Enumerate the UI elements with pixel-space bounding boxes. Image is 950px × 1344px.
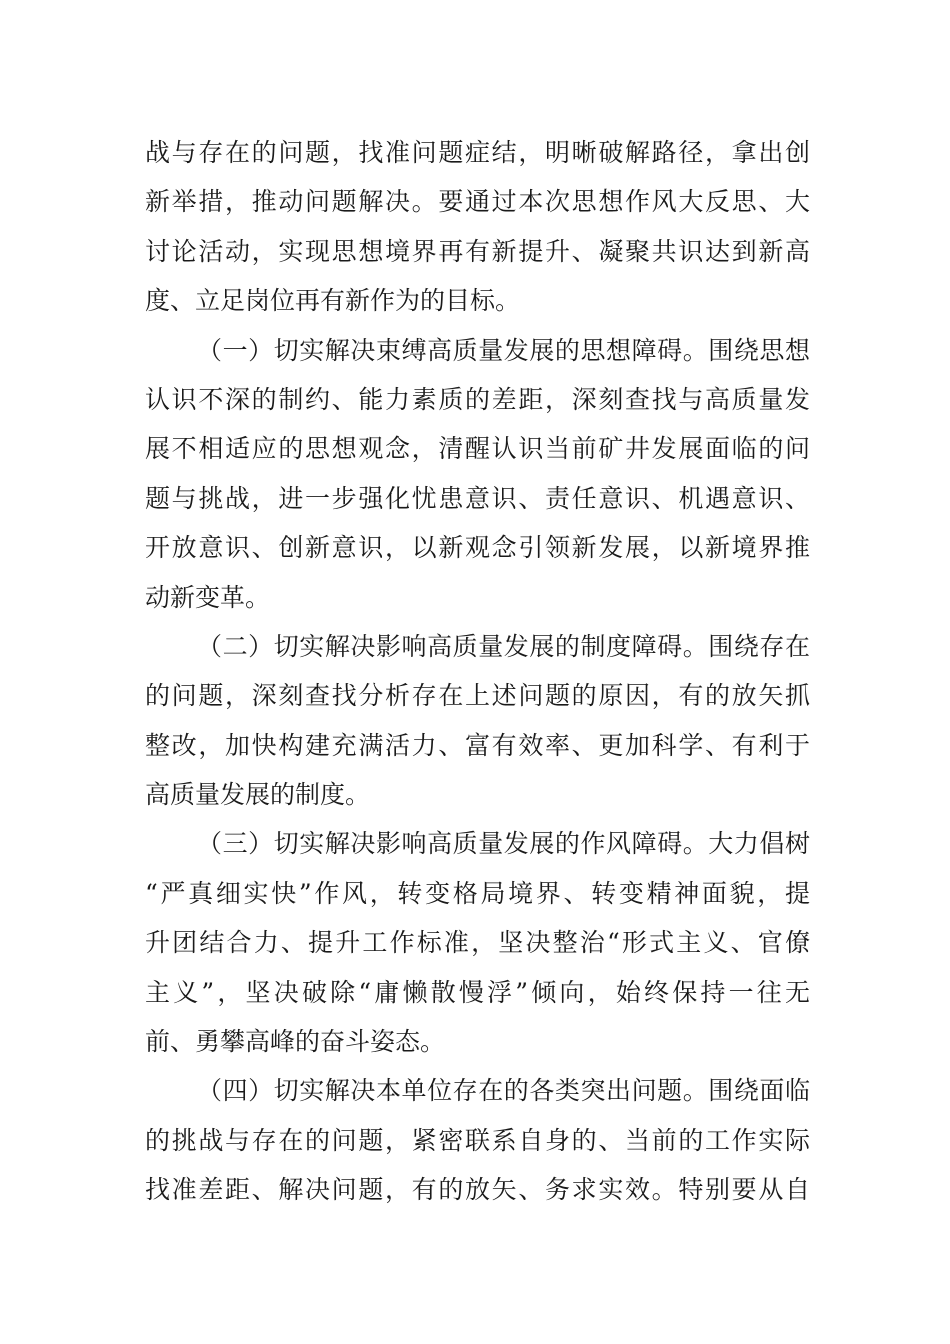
text-line: 题与挑战，进一步强化忧患意识、责任意识、机遇意识、 <box>145 483 810 513</box>
text-line: 战与存在的问题，找准问题症结，明晰破解路径，拿出创 <box>145 138 810 167</box>
section-heading-line: （四）切实解决本单位存在的各类突出问题。围绕面临 <box>197 1076 810 1106</box>
text-line: 度、立足岗位再有新作为的目标。 <box>145 286 521 316</box>
text-line: 主义”，坚决破除“庸懒散慢浮”倾向，始终保持一往无 <box>145 977 810 1007</box>
text-line: 开放意识、创新意识，以新观念引领新发展，以新境界推 <box>145 533 810 563</box>
text-line: 找准差距、解决问题，有的放矢、务求实效。特别要从自 <box>145 1175 810 1205</box>
section-heading-line: （二）切实解决影响高质量发展的制度障碍。围绕存在 <box>197 631 810 661</box>
text-line: 的问题，深刻查找分析存在上述问题的原因，有的放矢抓 <box>145 681 810 711</box>
document-body <box>145 128 810 1215</box>
section-heading-line: （一）切实解决束缚高质量发展的思想障碍。围绕思想 <box>197 335 810 365</box>
text-line: 升团结合力、提升工作标准，坚决整治“形式主义、官僚 <box>145 928 810 958</box>
text-line: 展不相适应的思想观念，清醒认识当前矿井发展面临的问 <box>145 434 810 464</box>
text-line: “严真细实快”作风，转变格局境界、转变精神面貌，提 <box>145 878 810 908</box>
text-line: 讨论活动，实现思想境界再有新提升、凝聚共识达到新高 <box>145 236 810 266</box>
text-line: 整改，加快构建充满活力、富有效率、更加科学、有利于 <box>145 730 810 760</box>
section-heading-line: （三）切实解决影响高质量发展的作风障碍。大力倡树 <box>197 829 810 859</box>
text-line: 动新变革。 <box>145 582 271 612</box>
text-line: 的挑战与存在的问题，紧密联系自身的、当前的工作实际 <box>145 1125 810 1155</box>
text-line: 前、勇攀高峰的奋斗姿态。 <box>145 1027 446 1057</box>
text-line: 认识不深的制约、能力素质的差距，深刻查找与高质量发 <box>145 384 810 414</box>
text-line: 新举措，推动问题解决。要通过本次思想作风大反思、大 <box>145 187 810 217</box>
text-line: 高质量发展的制度。 <box>145 780 371 810</box>
